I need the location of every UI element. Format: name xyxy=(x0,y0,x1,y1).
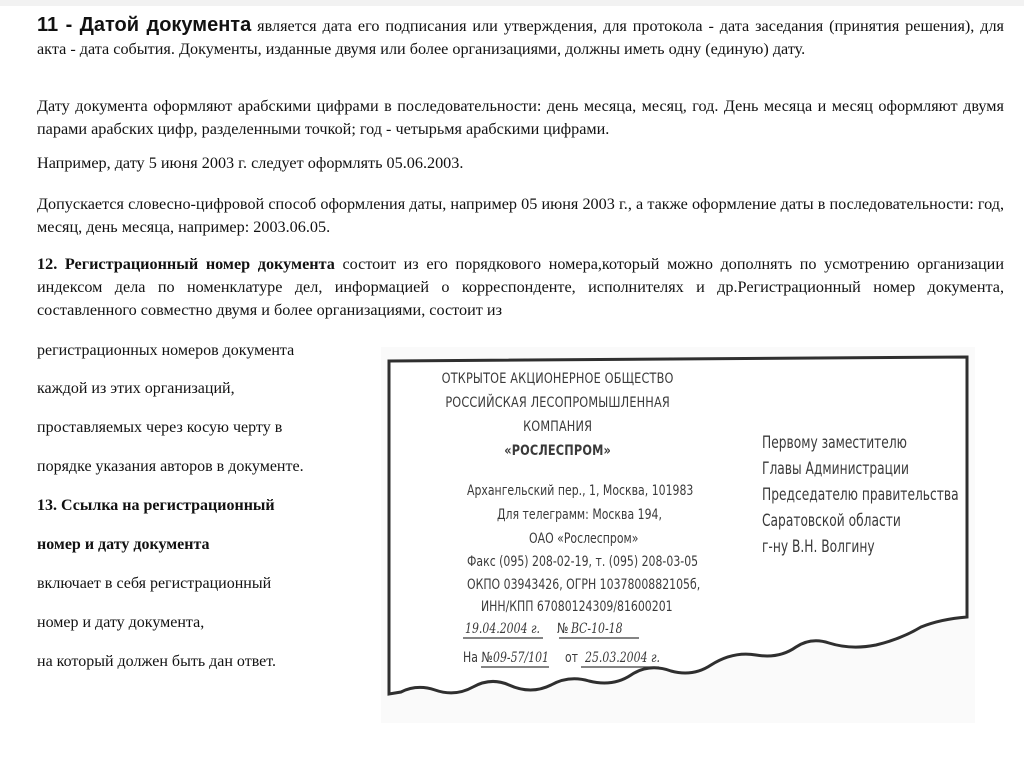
address-line: ОКПО 03943426, ОГРН 1037800882105б, xyxy=(467,577,701,593)
example-paragraph: Например, дату 5 июня 2003 г. следует оформлять 05.06.2003. xyxy=(37,154,464,172)
recipient-line: Председателю правительства xyxy=(762,485,959,505)
address-line: Архангельский пер., 1, Москва, 101983 xyxy=(467,483,694,499)
left-text-line: номер и дату документа, xyxy=(37,614,205,631)
recipient-line: Первому заместителю xyxy=(762,433,907,453)
address-line: Для телеграмм: Москва 194, xyxy=(497,507,662,523)
reference-number: 09-57/101 xyxy=(493,650,550,666)
section-12-title: 12. Регистрационный номер документа xyxy=(37,255,335,273)
allowed-format-paragraph: Допускается словесно-цифровой способ оформления даты, например 05 июня 2003 г., а также оформление даты в последовательности: год, месяц, день месяца, например: 2003.06.05. xyxy=(37,195,1004,236)
section-12-text: состоит из его порядкового номера,который можно дополнять по усмотрению организации индексом дела по номенклатуре дел, информацией о корреспонденте, исполнителях и др.Регистрационный номер документа, составленного совместно двумя и более организациями, состоит из xyxy=(37,255,1005,319)
section-11-paragraph xyxy=(37,14,1004,61)
left-text-line: порядке указания авторов в документе. xyxy=(37,458,304,475)
org-name-line: «РОСЛЕСПРОМ» xyxy=(504,443,611,459)
left-text-line: включает в себя регистрационный xyxy=(37,575,272,592)
address-line: ОАО «Рослеспром» xyxy=(529,531,639,547)
address-line: ИНН/КПП 67080124309/81600201 xyxy=(481,599,673,615)
top-bar xyxy=(0,0,1024,6)
left-text-line: каждой из этих организаций, xyxy=(37,380,235,397)
registration-date: 19.04.2004 г. xyxy=(465,621,540,637)
recipient-line: Главы Администрации xyxy=(762,459,909,479)
registration-number-label: № xyxy=(557,621,569,637)
address-line: Факс (095) 208-02-19, т. (095) 208-03-05 xyxy=(467,554,699,570)
left-text-line: на который должен быть дан ответ. xyxy=(37,653,277,670)
section-12-paragraph xyxy=(37,253,1004,322)
recipient-line: г-ну В.Н. Волгину xyxy=(762,537,875,557)
reference-from: от xyxy=(565,650,579,666)
left-text-line: регистрационных номеров документа xyxy=(37,342,295,359)
date-format-paragraph: Дату документа оформляют арабскими цифрами в последовательности: день месяца, месяц, год. День месяца и месяц оформляют двумя парами арабских цифр, разделенными точкой; год - четырьмя арабскими цифрами. xyxy=(37,97,1004,138)
recipient-line: Саратовской области xyxy=(762,511,901,531)
section-13-title-line: 13. Ссылка на регистрационный xyxy=(37,497,275,514)
org-name-line: РОССИЙСКАЯ ЛЕСОПРОМЫШЛЕННАЯ xyxy=(445,395,670,411)
org-name-line: ОТКРЫТОЕ АКЦИОНЕРНОЕ ОБЩЕСТВО xyxy=(441,371,674,387)
org-name-line: КОМПАНИЯ xyxy=(523,419,593,435)
reference-date: 25.03.2004 г. xyxy=(585,650,660,666)
section-11-title: 11 - Датой документа xyxy=(37,14,252,36)
left-text-line: проставляемых через косую черту в xyxy=(37,419,283,436)
underline-marks xyxy=(381,347,975,723)
letter-blank-image xyxy=(381,347,975,723)
section-13-title-line: номер и дату документа xyxy=(37,536,210,553)
reference-prefix: На № xyxy=(463,650,493,666)
section-11-text: является дата его подписания или утверждения, для протокола - дата заседания (принятия решения), для акта - дата события. Документы, изданные двумя или более организациями, должны иметь одну (единую) дату. xyxy=(37,17,1004,58)
registration-number: ВС-10-18 xyxy=(571,621,623,637)
